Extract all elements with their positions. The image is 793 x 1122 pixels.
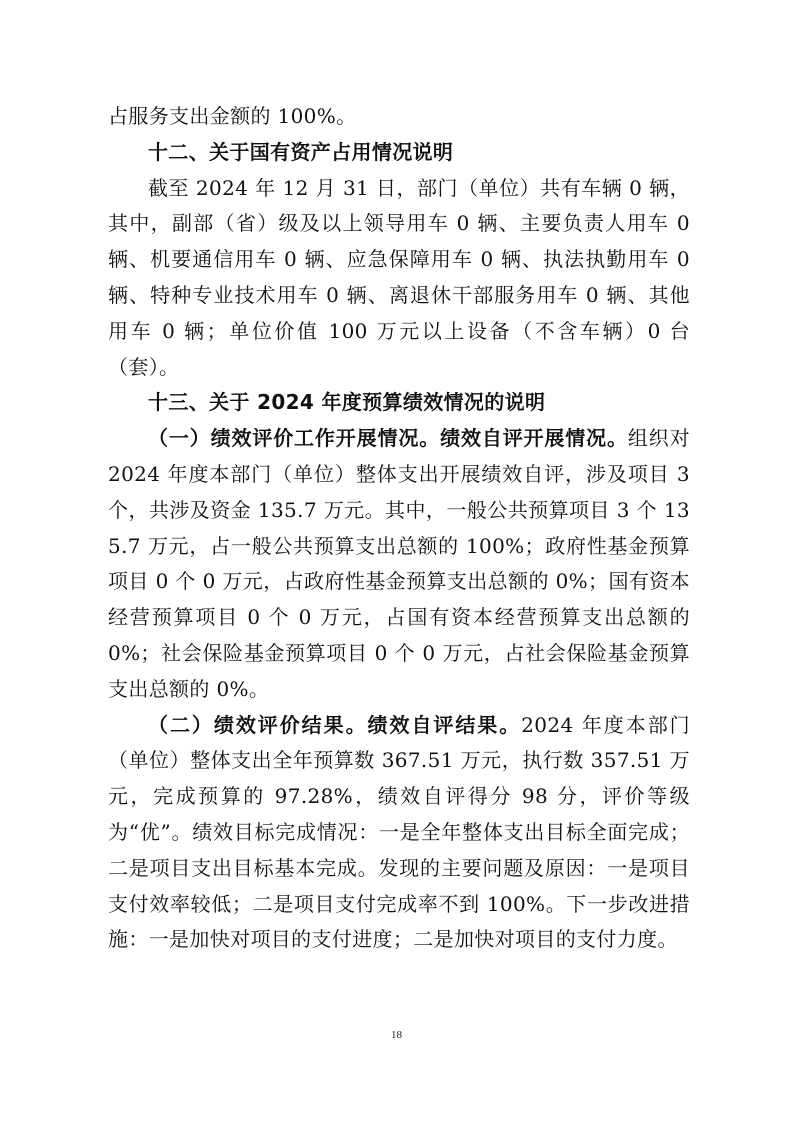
section-13-part-1-lead: （一）绩效评价工作开展情况。绩效自评开展情况。 [148, 426, 628, 451]
section-13-part-2-lead: （二）绩效评价结果。绩效自评结果。 [148, 712, 522, 737]
page-number: 18 [391, 1029, 402, 1041]
document-body [108, 99, 690, 958]
section-13-heading: 十三、关于 2024 年度预算绩效情况的说明 [148, 390, 546, 415]
section-12-paragraph: 截至 2024 年 12 月 31 日，部门（单位）共有车辆 0 辆，其中，副部（省）级及以上领导用车 0 辆、主要负责人用车 0 辆、机要通信用车 0 辆、应急保障用车 0 辆、执法执勤用车 0 辆、特种专业技术用车 0 辆、离退休干部服务用车 0 辆、其他用车 0 辆；单位价值 100 万元以上设备（不含车辆）0 台（套）。 [108, 175, 690, 379]
section-13-part-2-text: 2024 年度本部门（单位）整体支出全年预算数 367.51 万元，执行数 357.51 万元，完成预算的 97.28%，绩效自评得分 98 分，评价等级为“优”。绩效目标完成情况：一是全年整体支出目标全面完成；二是项目支出目标基本完成。发现的主要问题及原因：一是项目支付效率较低；二是项目支付完成率不到 100%。下一步改进措施：一是加快对项目的支付进度；二是加快对项目的支付力度。 [108, 712, 690, 952]
section-12-heading: 十二、关于国有资产占用情况说明 [148, 139, 454, 164]
continuation-paragraph: 占服务支出金额的 100%。 [108, 104, 357, 128]
section-13-part-1-paragraph [108, 421, 690, 707]
section-13-part-2-paragraph [108, 708, 690, 959]
section-13-part-1-text: 组织对 2024 年度本部门（单位）整体支出开展绩效自评，涉及项目 3 个，共涉及资金 135.7 万元。其中，一般公共预算项目 3 个 135.7 万元，占一般公共预算支出总额的 100%；政府性基金预算项目 0 个 0 万元，占政府性基金预算支出总额的 0%；国有资本经营预算项目 0 个 0 万元，占国有资本经营预算支出总额的 0%；社会保险基金预算项目 0 个 0 万元，占社会保险基金预算支出总额的 0%。 [108, 426, 690, 701]
